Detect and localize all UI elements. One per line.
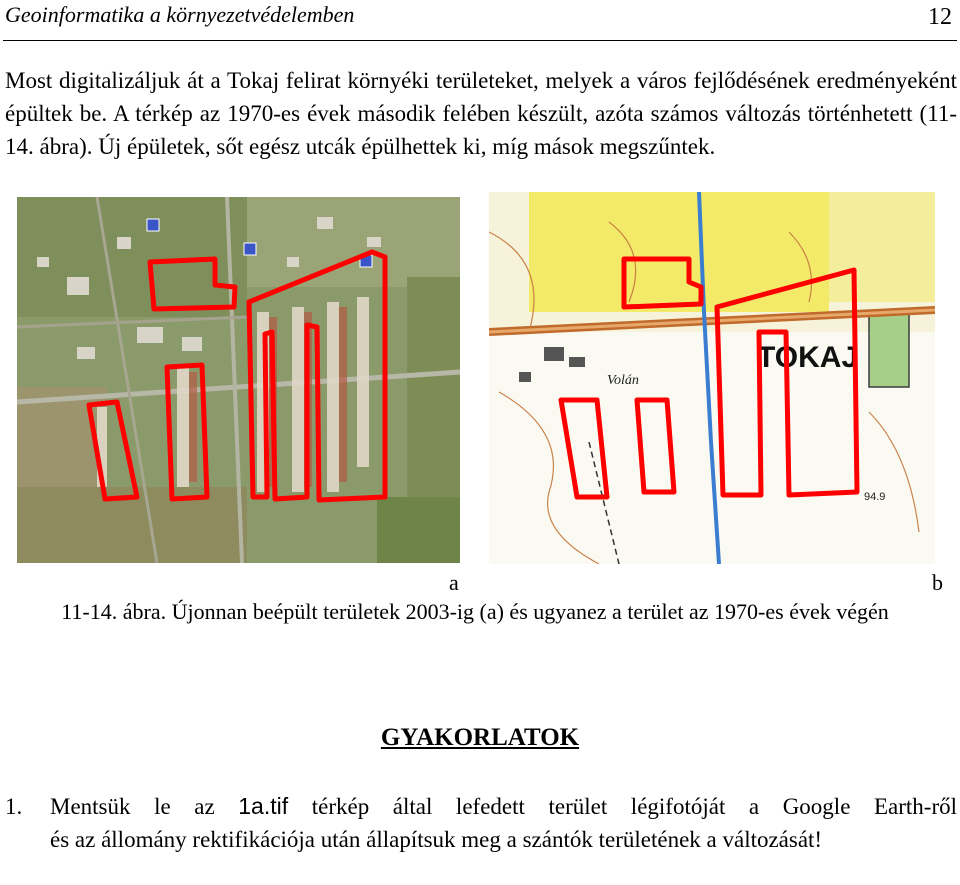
topographic-map: [489, 192, 935, 564]
exercise-item: [5, 790, 957, 856]
exercise-text-before: Mentsük le az: [50, 794, 239, 819]
figure-b-label: b: [932, 570, 943, 595]
exercise-filename: 1a.tif: [238, 793, 289, 819]
map-label-volan: Volán: [607, 373, 639, 388]
figure-a-satellite-image: [17, 197, 460, 563]
body-paragraph: Most digitalizáljuk át a Tokaj felirat környéki területeket, melyek a város fejlődésének eredményeként épültek be. A térkép az 1970-es évek második felében készült, azóta számos változás történhetett (11-14. ábra). Új épületek, sőt egész utcák épülhettek ki, míg mások megszűntek.: [5, 68, 957, 159]
exercise-first-line: [5, 790, 957, 823]
page-number: 12: [928, 4, 952, 30]
exercise-text-after: térkép által lefedett terület légifotóját a Google Earth-ről: [288, 794, 958, 819]
figure-caption: 11-14. ábra. Újonnan beépült területek 2003-ig (a) és ugyanez a terület az 1970-es évek végén: [61, 599, 889, 624]
header-title: Geoinformatika a környezetvédelemben: [5, 2, 355, 27]
map-label-elevation: 94.9: [864, 491, 886, 503]
header-divider: [3, 40, 957, 41]
satellite-image: [17, 197, 460, 563]
figure-a-label: a: [449, 570, 459, 595]
figure-b-topographic-map: [489, 192, 935, 564]
exercise-number: 1.: [5, 794, 23, 819]
exercise-continuation: és az állomány rektifikációja után állapítsuk meg a szántók területének a változását!: [50, 827, 823, 852]
section-title: GYAKORLATOK: [380, 724, 580, 751]
map-label-tokaj: TOKAJ: [757, 341, 859, 374]
